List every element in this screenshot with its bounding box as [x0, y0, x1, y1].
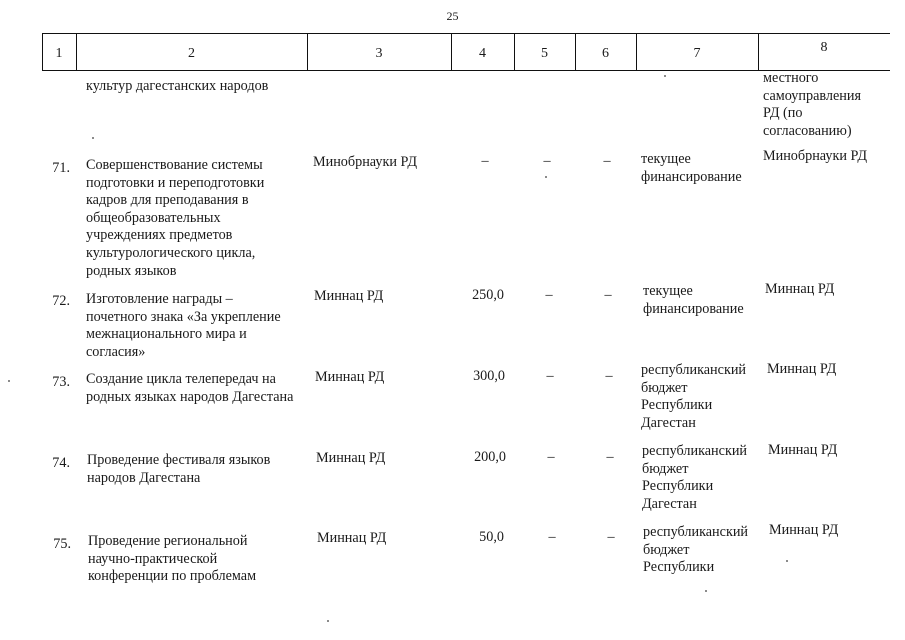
- row-col4: 250,0: [472, 287, 504, 303]
- row-executor: Миннац РД: [316, 450, 386, 466]
- continuation-partner: местного самоуправления РД (по согласованию): [763, 70, 861, 139]
- row-partner: Миннац РД: [769, 522, 839, 538]
- row-col6: –: [607, 529, 615, 545]
- row-col4: 300,0: [473, 368, 505, 384]
- row-col5: –: [548, 529, 556, 545]
- continuation-title: культур дагестанских народов: [86, 78, 269, 94]
- row-col5: –: [546, 368, 554, 384]
- row-col6: –: [603, 153, 611, 169]
- row-col5: –: [543, 153, 551, 169]
- row-title: Изготовление награды – почетного знака «За укрепление межнационального мира и согласия»: [86, 291, 281, 360]
- table-header: [0, 33, 905, 71]
- row-col6: –: [604, 287, 612, 303]
- row-col6: –: [605, 368, 613, 384]
- row-source: текущее финансирование: [643, 283, 744, 317]
- row-source: республиканский бюджет Республики: [643, 524, 749, 576]
- page-number: 25: [446, 9, 459, 23]
- scan-speck: [8, 380, 10, 382]
- row-col6: –: [606, 449, 614, 465]
- row-partner: Миннац РД: [765, 281, 835, 297]
- row-col5: –: [545, 287, 553, 303]
- row-executor: Миннац РД: [314, 288, 384, 304]
- header-col-4: 4: [479, 46, 486, 61]
- row-number: 75.: [53, 536, 71, 552]
- row-executor: Миннац РД: [317, 530, 387, 546]
- scan-speck: [327, 620, 329, 622]
- row-partner: Миннац РД: [768, 442, 838, 458]
- row-number: 73.: [52, 374, 70, 390]
- row-number: 74.: [52, 455, 70, 471]
- header-col-1: 1: [55, 46, 63, 61]
- header-col-6: 6: [602, 46, 609, 61]
- row-col4: 200,0: [474, 449, 506, 465]
- row-col5: –: [547, 449, 555, 465]
- scan-speck: [92, 137, 94, 139]
- scan-speck: [664, 75, 666, 77]
- row-title: Создание цикла телепередач на родных языках народов Дагестана: [86, 371, 294, 405]
- header-top-rule: [42, 33, 890, 34]
- row-partner: Минобрнауки РД: [763, 148, 868, 164]
- header-col-3: 3: [375, 46, 383, 61]
- row-col4: 50,0: [479, 529, 504, 545]
- row-title: Проведение региональной научно-практической конференции по проблемам: [88, 533, 257, 585]
- scan-speck: [786, 560, 788, 562]
- row-source: текущее финансирование: [641, 151, 742, 185]
- row-title: Проведение фестиваля языков народов Дагестана: [87, 452, 271, 486]
- row-executor: Миннац РД: [315, 369, 385, 385]
- row-executor: Минобрнауки РД: [313, 154, 418, 170]
- header-col-7: 7: [693, 46, 701, 61]
- row-number: 71.: [52, 160, 70, 176]
- row-source: республиканский бюджет Республики Дагестан: [641, 362, 747, 431]
- row-number: 72.: [52, 293, 70, 309]
- scan-speck: [705, 590, 707, 592]
- row-title: Совершенствование системы подготовки и переподготовки кадров для преподавания в общеобразовательных учреждениях предметов культурологического цикла, родных языков: [86, 157, 265, 279]
- header-col-5: 5: [541, 46, 548, 61]
- scan-speck: [545, 176, 547, 178]
- header-col-8: 8: [820, 40, 828, 55]
- row-col4: –: [481, 153, 489, 169]
- header-col-2: 2: [188, 46, 195, 61]
- row-partner: Миннац РД: [767, 361, 837, 377]
- row-source: республиканский бюджет Республики Дагестан: [642, 443, 748, 512]
